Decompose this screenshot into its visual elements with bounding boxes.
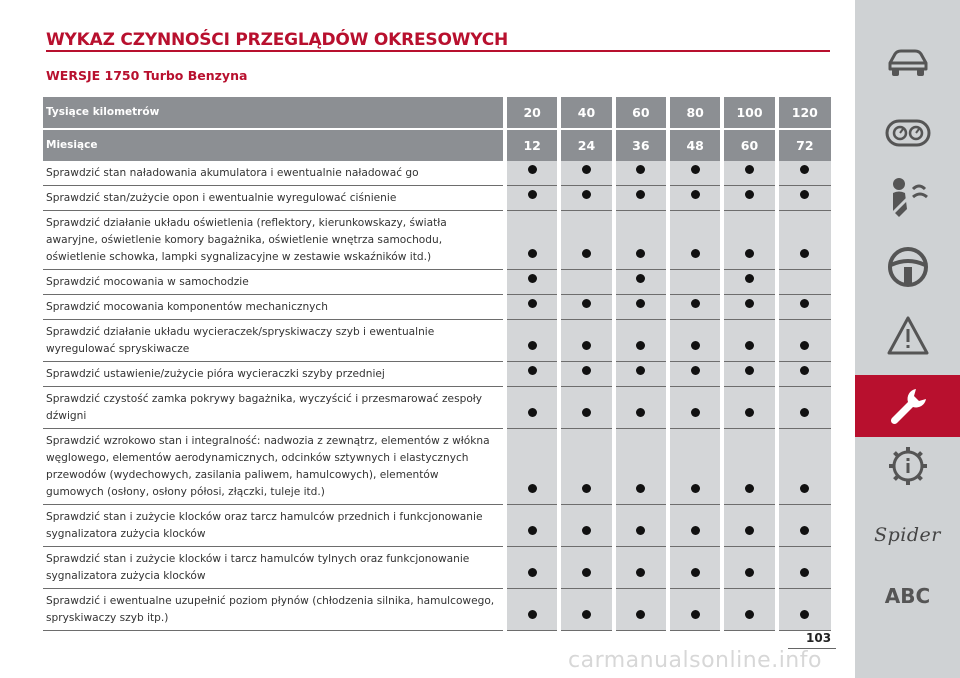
interval-cell (559, 362, 613, 387)
table-row (43, 505, 831, 547)
required-bullet (636, 526, 645, 535)
maintenance-task: Sprawdzić mocowania komponentów mechanicznych (43, 295, 505, 320)
interval-cell (614, 161, 668, 186)
required-bullet (528, 408, 537, 417)
required-bullet (636, 408, 645, 417)
page-number: 103 (806, 631, 832, 645)
interval-cell (505, 186, 559, 211)
maintenance-task: Sprawdzić i ewentualne uzupełnić poziom płynów (chłodzenia silnika, hamulcowego, spryskiwaczy szyb itp.) (43, 589, 505, 631)
required-bullet (582, 299, 591, 308)
required-bullet (800, 165, 809, 174)
interval-cell (505, 211, 559, 270)
required-bullet (528, 484, 537, 493)
required-bullet (800, 366, 809, 375)
required-bullet (636, 190, 645, 199)
required-bullet (528, 249, 537, 258)
interval-cell (722, 547, 776, 589)
interval-cell (505, 505, 559, 547)
required-bullet (800, 568, 809, 577)
interval-cell (668, 270, 722, 295)
maintenance-task: Sprawdzić mocowania w samochodzie (43, 270, 505, 295)
interval-cell (668, 320, 722, 362)
interval-cell (668, 505, 722, 547)
required-bullet (636, 610, 645, 619)
sidebar-item-technical-data[interactable] (855, 435, 960, 497)
required-bullet (582, 366, 591, 375)
interval-cell (559, 505, 613, 547)
km-value: 100 (722, 97, 776, 129)
info-gear-icon (886, 444, 930, 488)
interval-cell (505, 362, 559, 387)
required-bullet (636, 299, 645, 308)
required-bullet (582, 610, 591, 619)
interval-cell (722, 387, 776, 429)
required-bullet (582, 190, 591, 199)
required-bullet (528, 568, 537, 577)
interval-cell (614, 295, 668, 320)
maintenance-task: Sprawdzić stan/zużycie opon i ewentualnie wyregulować ciśnienie (43, 186, 505, 211)
required-bullet (636, 249, 645, 258)
km-value: 40 (559, 97, 613, 129)
watermark: carmanualsonline.info (568, 648, 822, 673)
interval-cell (668, 387, 722, 429)
interval-cell (614, 186, 668, 211)
interval-cell (614, 362, 668, 387)
wrench-icon (886, 384, 930, 428)
interval-cell (505, 270, 559, 295)
month-value: 12 (505, 129, 559, 161)
required-bullet (800, 408, 809, 417)
interval-cell (614, 270, 668, 295)
section-subtitle: WERSJE 1750 Turbo Benzyna (46, 68, 248, 83)
steering-wheel-icon (886, 245, 930, 289)
spider-logo-icon: Spider (874, 524, 941, 546)
required-bullet (691, 484, 700, 493)
interval-cell (668, 186, 722, 211)
required-bullet (745, 190, 754, 199)
interval-cell (777, 429, 831, 505)
interval-cell (777, 589, 831, 631)
interval-cell (559, 589, 613, 631)
required-bullet (582, 249, 591, 258)
required-bullet (636, 484, 645, 493)
required-bullet (528, 526, 537, 535)
chapter-sidebar (855, 0, 960, 678)
required-bullet (528, 165, 537, 174)
interval-cell (505, 320, 559, 362)
interval-cell (722, 362, 776, 387)
interval-cell (668, 429, 722, 505)
table-row (43, 429, 831, 505)
dashboard-gauges-icon (885, 118, 931, 148)
required-bullet (745, 408, 754, 417)
interval-cell (505, 161, 559, 186)
required-bullet (528, 274, 537, 283)
required-bullet (745, 299, 754, 308)
table-row (43, 270, 831, 295)
required-bullet (800, 299, 809, 308)
interval-cell (777, 186, 831, 211)
sidebar-item-driving[interactable] (855, 236, 960, 298)
required-bullet (800, 526, 809, 535)
interval-cell (559, 547, 613, 589)
required-bullet (745, 484, 754, 493)
required-bullet (800, 484, 809, 493)
interval-cell (505, 547, 559, 589)
maintenance-task: Sprawdzić ustawienie/zużycie pióra wycieraczki szyby przedniej (43, 362, 505, 387)
km-value: 120 (777, 97, 831, 129)
required-bullet (582, 165, 591, 174)
interval-cell (614, 505, 668, 547)
warning-triangle-icon (886, 315, 930, 357)
interval-cell (559, 320, 613, 362)
interval-cell (777, 387, 831, 429)
sidebar-item-multimedia[interactable] (855, 504, 960, 566)
month-value: 24 (559, 129, 613, 161)
required-bullet (582, 341, 591, 350)
interval-cell (777, 320, 831, 362)
title-divider (46, 50, 830, 52)
interval-cell (777, 211, 831, 270)
interval-cell (614, 589, 668, 631)
maintenance-task: Sprawdzić czystość zamka pokrywy bagażnika, wyczyścić i przesmarować zespoły dźwigni (43, 387, 505, 429)
interval-cell (505, 429, 559, 505)
month-value: 60 (722, 129, 776, 161)
sidebar-item-safety[interactable] (855, 167, 960, 229)
required-bullet (528, 610, 537, 619)
interval-cell (668, 547, 722, 589)
interval-cell (722, 589, 776, 631)
interval-cell (614, 547, 668, 589)
month-value: 36 (614, 129, 668, 161)
required-bullet (691, 299, 700, 308)
km-value: 60 (614, 97, 668, 129)
maintenance-task: Sprawdzić wzrokowo stan i integralność: nadwozia z zewnątrz, elementów z włókna węglowego, elementów aerodynamicznych, odcinków sztywnych i elastycznych przewodów (wydechowych, zasilania paliwem, hamulcowych), elementów gumowych (osłony, osłony półosi, złączki, tuleje itd.) (43, 429, 505, 505)
sidebar-item-instruments[interactable] (855, 102, 960, 164)
sidebar-item-index[interactable] (855, 565, 960, 627)
required-bullet (528, 366, 537, 375)
required-bullet (800, 341, 809, 350)
maintenance-task: Sprawdzić stan i zużycie klocków i tarcz hamulców tylnych oraz funkcjonowanie sygnalizatora zużycia klocków (43, 547, 505, 589)
required-bullet (636, 165, 645, 174)
sidebar-item-vehicle[interactable] (855, 33, 960, 95)
interval-cell (559, 161, 613, 186)
interval-cell (559, 186, 613, 211)
interval-cell (614, 387, 668, 429)
interval-cell (505, 295, 559, 320)
km-value: 20 (505, 97, 559, 129)
required-bullet (745, 568, 754, 577)
table-row (43, 295, 831, 320)
required-bullet (691, 366, 700, 375)
page-title: WYKAZ CZYNNOŚCI PRZEGLĄDÓW OKRESOWYCH (46, 30, 509, 50)
maintenance-schedule-table (43, 97, 831, 631)
required-bullet (582, 526, 591, 535)
month-value: 48 (668, 129, 722, 161)
interval-cell (722, 505, 776, 547)
table-row (43, 589, 831, 631)
maintenance-task: Sprawdzić działanie układu oświetlenia (reflektory, kierunkowskazy, światła awaryjne, oświetlenie komory bagażnika, oświetlenie wnętrza samochodu, oświetlenie schowka, lampki sygnalizacyjne w zestawie wskaźników itd.) (43, 211, 505, 270)
maintenance-task: Sprawdzić działanie układu wycieraczek/spryskiwaczy szyb i ewentualnie wyregulować spryskiwacze (43, 320, 505, 362)
km-value: 80 (668, 97, 722, 129)
required-bullet (636, 568, 645, 577)
required-bullet (745, 526, 754, 535)
car-icon (885, 47, 931, 81)
maintenance-task: Sprawdzić stan naładowania akumulatora i ewentualnie naładować go (43, 161, 505, 186)
maintenance-task: Sprawdzić stan i zużycie klocków oraz tarcz hamulców przednich i funkcjonowanie sygnalizatora zużycia klocków (43, 505, 505, 547)
required-bullet (745, 341, 754, 350)
interval-cell (722, 186, 776, 211)
required-bullet (528, 190, 537, 199)
table-row (43, 186, 831, 211)
km-header-row (43, 97, 831, 129)
table-row (43, 161, 831, 186)
interval-cell (722, 320, 776, 362)
months-header-label: Miesiące (43, 129, 505, 161)
required-bullet (691, 249, 700, 258)
interval-cell (559, 295, 613, 320)
required-bullet (745, 610, 754, 619)
interval-cell (614, 429, 668, 505)
interval-cell (777, 362, 831, 387)
required-bullet (745, 366, 754, 375)
interval-cell (668, 362, 722, 387)
required-bullet (745, 249, 754, 258)
interval-cell (614, 320, 668, 362)
interval-cell (777, 547, 831, 589)
interval-cell (505, 589, 559, 631)
abc-index-icon: ABC (884, 584, 931, 608)
sidebar-item-emergency[interactable] (855, 305, 960, 367)
interval-cell (777, 270, 831, 295)
sidebar-item-maintenance[interactable] (855, 375, 960, 437)
table-row (43, 387, 831, 429)
table-row (43, 547, 831, 589)
required-bullet (691, 526, 700, 535)
interval-cell (722, 161, 776, 186)
required-bullet (528, 299, 537, 308)
interval-cell (722, 295, 776, 320)
seatbelt-passenger-icon (885, 175, 931, 221)
required-bullet (745, 274, 754, 283)
required-bullet (800, 610, 809, 619)
interval-cell (777, 295, 831, 320)
required-bullet (636, 274, 645, 283)
required-bullet (800, 249, 809, 258)
required-bullet (582, 484, 591, 493)
table-row (43, 211, 831, 270)
interval-cell (668, 211, 722, 270)
schedule-body (43, 161, 831, 631)
required-bullet (528, 341, 537, 350)
interval-cell (668, 589, 722, 631)
required-bullet (691, 408, 700, 417)
interval-cell (722, 211, 776, 270)
interval-cell (559, 211, 613, 270)
interval-cell (668, 161, 722, 186)
interval-cell (722, 429, 776, 505)
interval-cell (559, 387, 613, 429)
months-header-row (43, 129, 831, 161)
km-header-label: Tysiące kilometrów (43, 97, 505, 129)
interval-cell (777, 505, 831, 547)
required-bullet (691, 610, 700, 619)
interval-cell (505, 387, 559, 429)
required-bullet (745, 165, 754, 174)
required-bullet (636, 366, 645, 375)
interval-cell (668, 295, 722, 320)
interval-cell (722, 270, 776, 295)
required-bullet (582, 408, 591, 417)
required-bullet (582, 568, 591, 577)
required-bullet (691, 190, 700, 199)
required-bullet (800, 190, 809, 199)
required-bullet (636, 341, 645, 350)
interval-cell (559, 429, 613, 505)
table-row (43, 362, 831, 387)
month-value: 72 (777, 129, 831, 161)
interval-cell (614, 211, 668, 270)
interval-cell (559, 270, 613, 295)
table-row (43, 320, 831, 362)
interval-cell (777, 161, 831, 186)
required-bullet (691, 568, 700, 577)
required-bullet (691, 165, 700, 174)
required-bullet (691, 341, 700, 350)
